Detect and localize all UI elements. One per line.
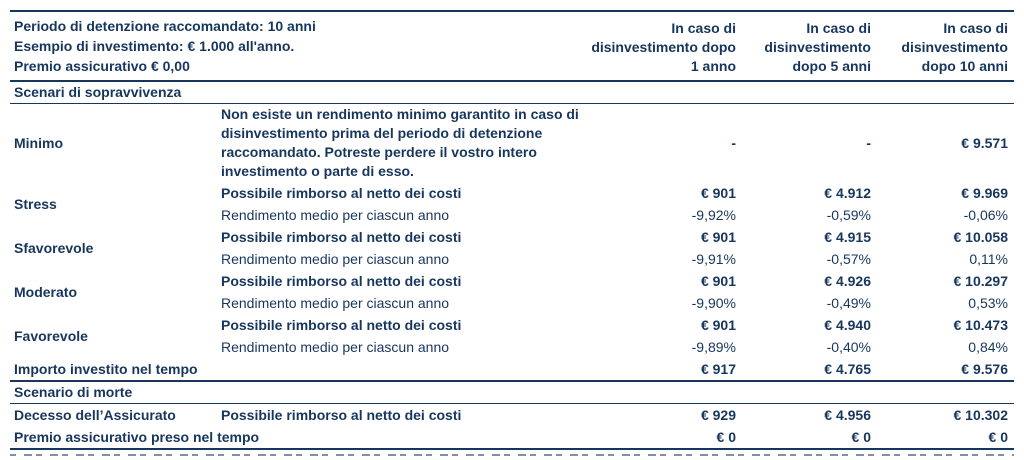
invested-label: Importo investito nel tempo <box>10 358 587 381</box>
sfavorevole-label: Sfavorevole <box>14 239 94 256</box>
survival-section-title: Scenari di sopravvivenza <box>10 81 217 104</box>
column-header-10-years: In caso di disinvestimento dopo 10 anni <box>877 11 1014 81</box>
minimo-label: Minimo <box>14 134 63 151</box>
survival-section-row <box>10 81 1014 104</box>
moderato-rendimento-10: 0,53% <box>968 294 1008 311</box>
premio-row <box>10 426 1014 449</box>
premio-value-5: € 0 <box>742 426 877 449</box>
decesso-value-1: € 929 <box>700 406 736 423</box>
sfavorevole-rendimento-1: -9,91% <box>691 250 736 267</box>
favorevole-rimborso-10: € 10.473 <box>953 316 1008 333</box>
holding-period-text: Periodo di detenzione raccomandato: 10 anni <box>14 18 316 34</box>
moderato-rimborso-1: € 901 <box>700 272 736 289</box>
moderato-rimborso-row <box>10 270 1014 292</box>
death-section-title: Scenario di morte <box>10 381 217 404</box>
minimo-description: Non esiste un rendimento minimo garantito in caso di disinvestimento prima del periodo di detenzione raccomandato. Potreste perdere il vostro intero investimento o parte di esso. <box>221 106 579 179</box>
favorevole-rendimento-10: 0,84% <box>968 338 1008 355</box>
stress-rimborso-1: € 901 <box>700 184 736 201</box>
decesso-label: Decesso dell’Assicurato <box>14 406 176 423</box>
premio-value-1: € 0 <box>587 426 742 449</box>
favorevole-rendimento-1: -9,89% <box>691 338 736 355</box>
favorevole-rendimento-5: -0,40% <box>826 338 871 355</box>
performance-scenarios-table-wrapper <box>10 10 1014 450</box>
death-section-row <box>10 381 1014 404</box>
stress-rendimento-label: Rendimento medio per ciascun anno <box>221 206 450 223</box>
insurance-premium-text: Premio assicurativo € 0,00 <box>14 58 190 74</box>
favorevole-label: Favorevole <box>14 327 88 344</box>
sfavorevole-rendimento-5: -0,57% <box>826 250 871 267</box>
stress-label: Stress <box>14 195 57 212</box>
moderato-rendimento-5: -0,49% <box>826 294 871 311</box>
sfavorevole-rimborso-1: € 901 <box>700 228 736 245</box>
decesso-value-10: € 10.302 <box>953 406 1008 423</box>
moderato-rendimento-label: Rendimento medio per ciascun anno <box>221 294 450 311</box>
favorevole-rendimento-label: Rendimento medio per ciascun anno <box>221 338 450 355</box>
premio-value-10: € 0 <box>877 426 1014 449</box>
sfavorevole-rimborso-5: € 4.915 <box>824 228 871 245</box>
decesso-value-5: € 4.956 <box>824 406 871 423</box>
invested-row <box>10 358 1014 381</box>
stress-rimborso-5: € 4.912 <box>824 184 871 201</box>
sfavorevole-rendimento-label: Rendimento medio per ciascun anno <box>221 250 450 267</box>
stress-rendimento-10: -0,06% <box>963 206 1008 223</box>
stress-rendimento-5: -0,59% <box>826 206 871 223</box>
favorevole-rimborso-5: € 4.940 <box>824 316 871 333</box>
moderato-rimborso-5: € 4.926 <box>824 272 871 289</box>
stress-rimborso-10: € 9.969 <box>961 184 1008 201</box>
premio-label: Premio assicurativo preso nel tempo <box>10 426 587 449</box>
moderato-rimborso-label: Possibile rimborso al netto dei costi <box>221 272 462 289</box>
favorevole-rimborso-1: € 901 <box>700 316 736 333</box>
header-row <box>10 11 1014 81</box>
favorevole-rimborso-label: Possibile rimborso al netto dei costi <box>221 316 462 333</box>
cropped-text-fragment <box>10 452 1014 460</box>
decesso-row <box>10 404 1014 427</box>
minimo-value-10: € 9.571 <box>961 134 1008 151</box>
sfavorevole-rimborso-label: Possibile rimborso al netto dei costi <box>221 228 462 245</box>
moderato-label: Moderato <box>14 283 77 300</box>
favorevole-rimborso-row <box>10 314 1014 336</box>
sfavorevole-rimborso-row <box>10 226 1014 248</box>
sfavorevole-rendimento-10: 0,11% <box>969 250 1008 267</box>
minimo-value-5: - <box>866 134 871 151</box>
column-header-1-year: In caso di disinvestimento dopo 1 anno <box>587 11 742 81</box>
performance-scenarios-table <box>10 10 1014 450</box>
investment-example-text: Esempio di investimento: € 1.000 all'anno. <box>14 38 295 54</box>
stress-rimborso-label: Possibile rimborso al netto dei costi <box>221 184 462 201</box>
minimo-row <box>10 104 1014 183</box>
invested-value-10: € 9.576 <box>877 358 1014 381</box>
decesso-description: Possibile rimborso al netto dei costi <box>221 406 462 423</box>
stress-rimborso-row <box>10 182 1014 204</box>
moderato-rendimento-1: -9,90% <box>691 294 736 311</box>
minimo-value-1: - <box>731 134 736 151</box>
sfavorevole-rimborso-10: € 10.058 <box>953 228 1008 245</box>
invested-value-1: € 917 <box>587 358 742 381</box>
column-header-5-years: In caso di disinvestimento dopo 5 anni <box>742 11 877 81</box>
invested-value-5: € 4.765 <box>742 358 877 381</box>
moderato-rimborso-10: € 10.297 <box>953 272 1008 289</box>
stress-rendimento-1: -9,92% <box>691 206 736 223</box>
